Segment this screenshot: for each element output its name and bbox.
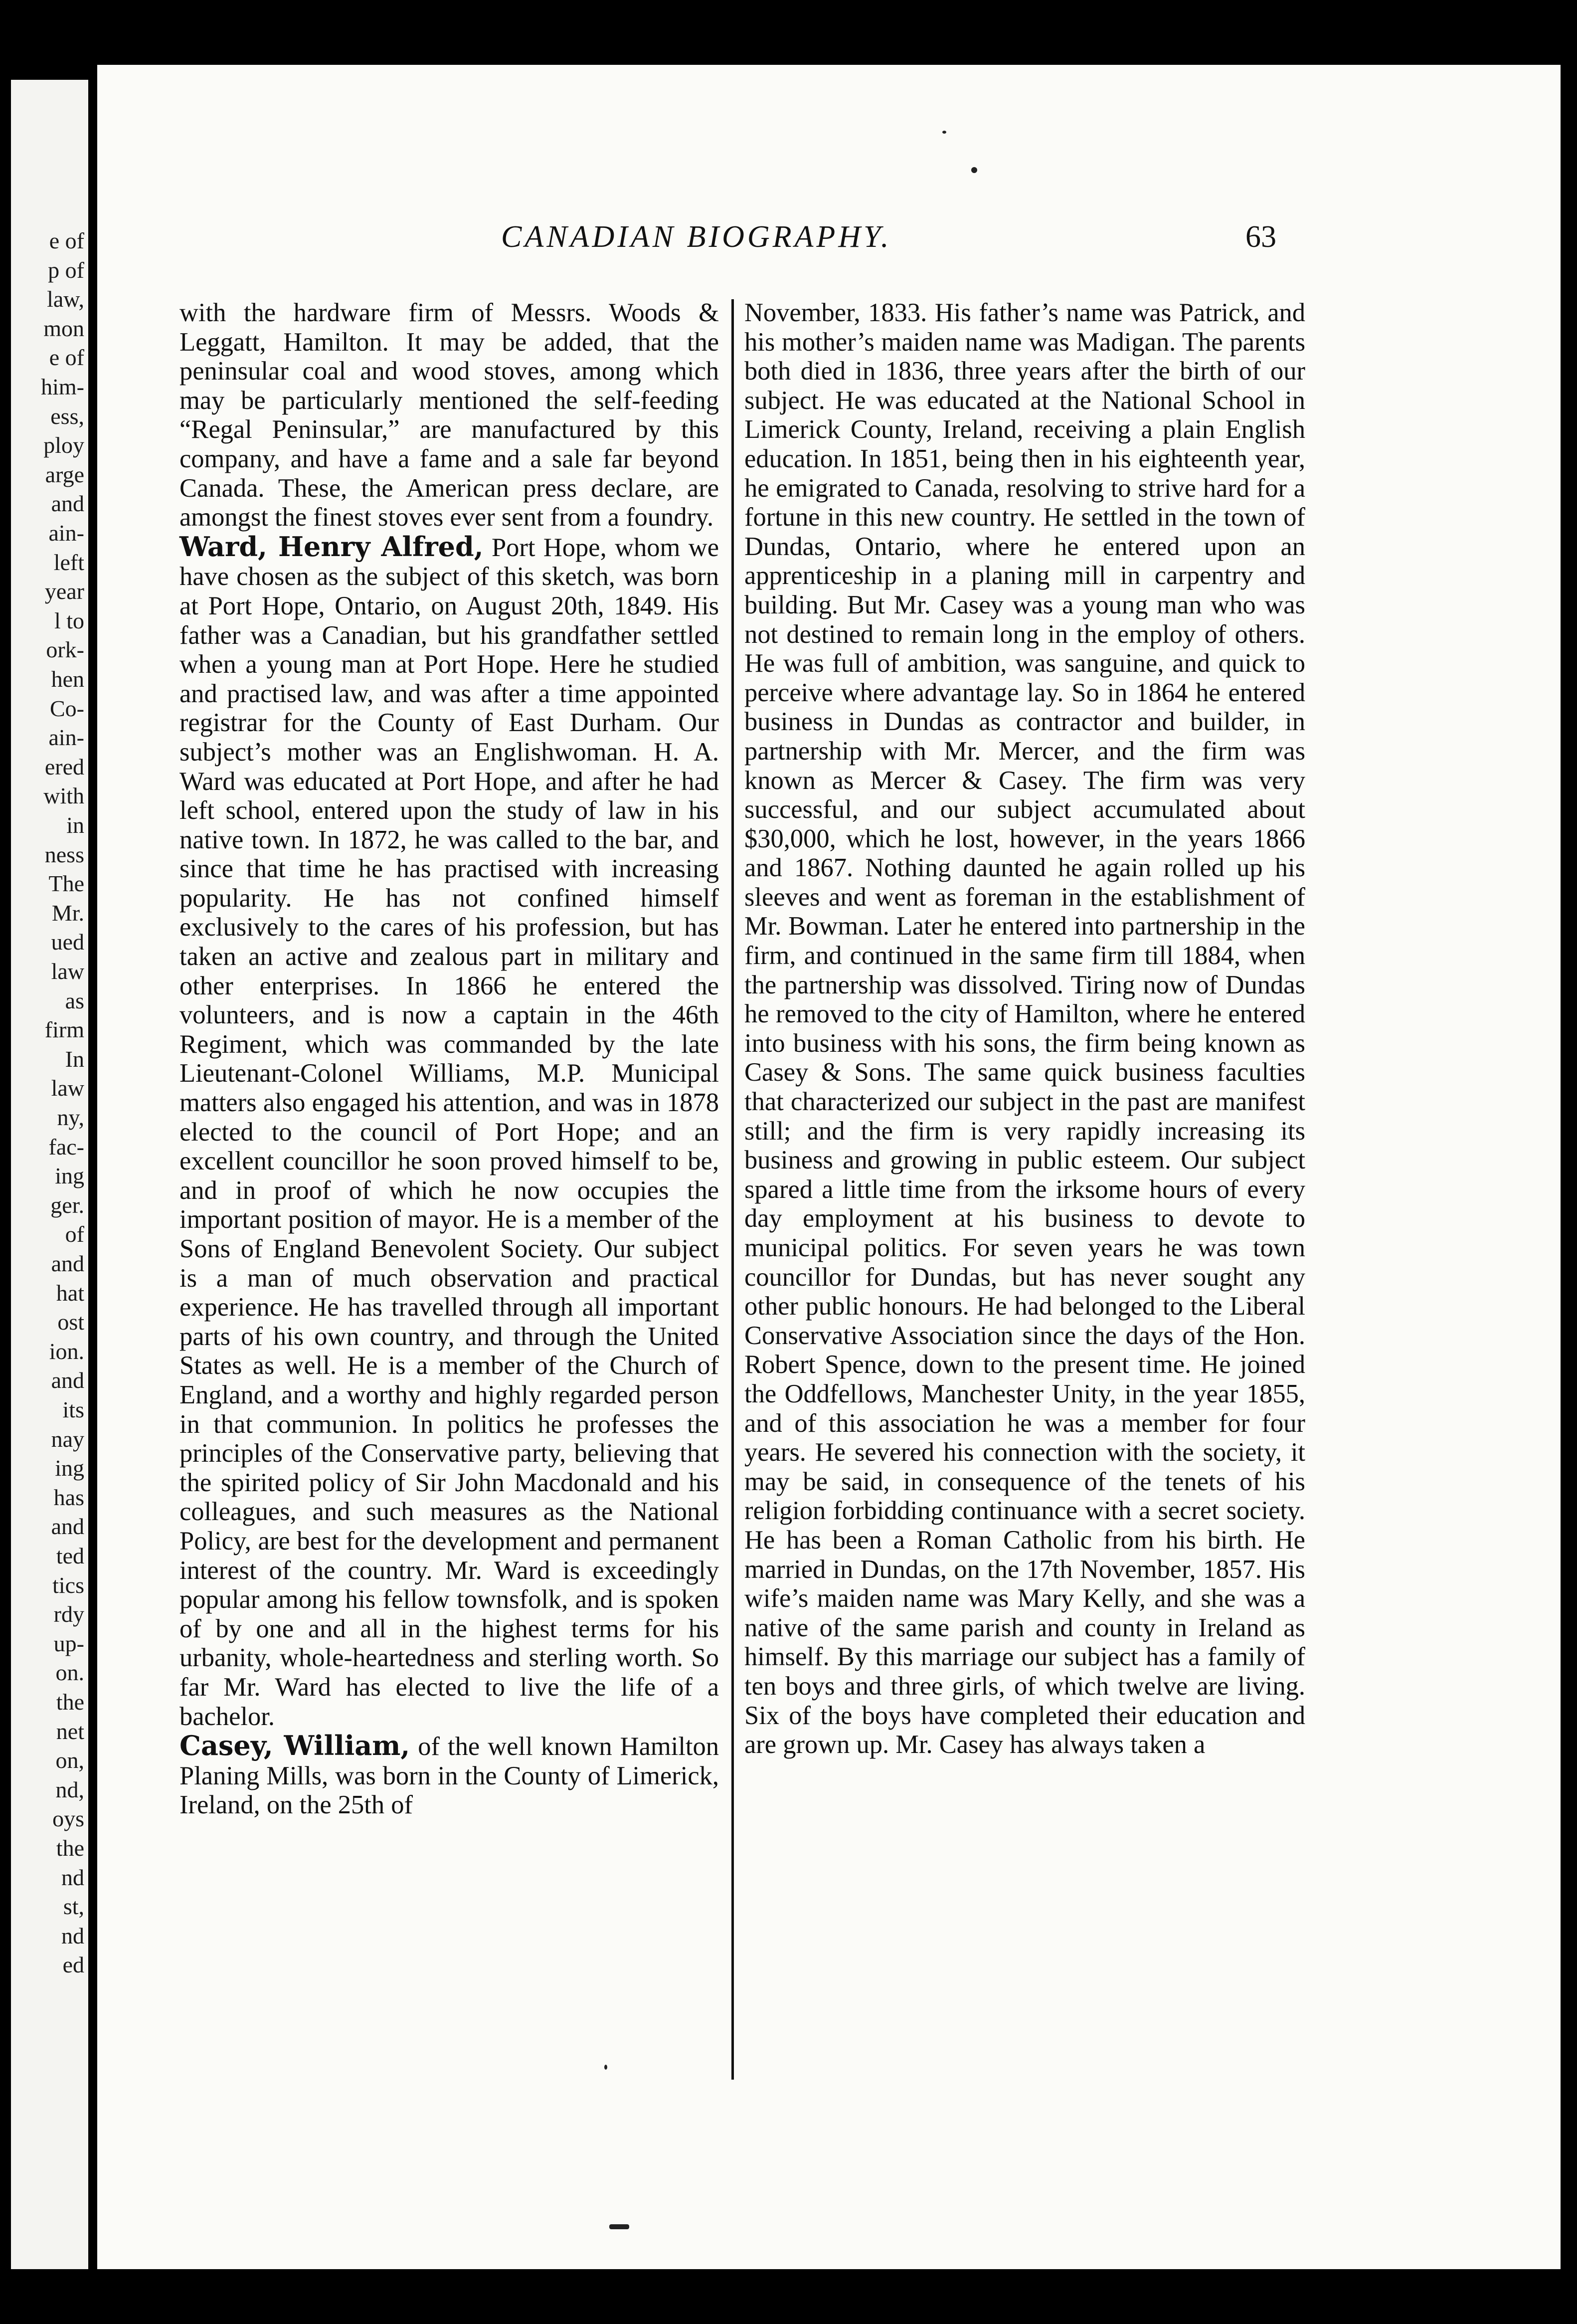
right-column [744, 298, 1305, 1759]
previous-page-fragment: The [48, 871, 84, 897]
previous-page-fragment: ed [62, 1952, 84, 1978]
print-speck [971, 167, 977, 173]
print-speck [942, 131, 946, 134]
previous-page-fragment: on. [55, 1660, 84, 1686]
previous-page-fragment: ing [55, 1163, 84, 1189]
previous-page-fragment: st, [63, 1894, 84, 1920]
previous-page-fragment: p of [48, 257, 84, 283]
previous-page-fragment: firm [44, 1017, 84, 1043]
previous-page-fragment: ain- [48, 725, 84, 751]
previous-page-fragment: and [51, 491, 84, 517]
previous-page-fragment: ork- [46, 637, 84, 663]
previous-page-fragment: ued [51, 929, 84, 955]
previous-page-fragment: ain- [48, 520, 84, 546]
previous-page-fragment: nd [61, 1923, 84, 1948]
previous-page-fragment: and [51, 1514, 84, 1540]
previous-page-fragment: e of [49, 345, 84, 371]
previous-page-fragment: nay [51, 1426, 84, 1452]
previous-page-fragment: ion. [49, 1338, 84, 1364]
entry-text: of the well known Hamilton Planing Mills, was born in the County of Limerick, Ireland, on the 25th of [179, 1732, 719, 1820]
previous-page-fragment: rdy [53, 1601, 84, 1627]
previous-page-fragment: In [65, 1046, 84, 1072]
left-column [179, 298, 719, 1820]
previous-page-fragment: with [43, 783, 84, 809]
print-speck [609, 2224, 629, 2229]
previous-page-fragment: ny, [57, 1105, 84, 1130]
previous-page-fragment: year [44, 579, 84, 604]
previous-page-fragment: and [51, 1251, 84, 1276]
column-divider [731, 299, 734, 2080]
previous-page-fragment: in [66, 812, 84, 838]
previous-page-strip [0, 0, 97, 2324]
print-speck [604, 2065, 607, 2070]
previous-page-fragment: left [53, 549, 84, 575]
previous-page-fragment: Mr. [51, 900, 84, 926]
previous-page-fragment: ger. [50, 1192, 84, 1218]
entry-headword: Ward, Henry Alfred, [179, 530, 484, 563]
page-number: 63 [1245, 220, 1276, 254]
biography-entry-ward [179, 532, 719, 1731]
previous-page-fragment: e of [49, 228, 84, 253]
previous-page-fragment: law, [47, 286, 84, 312]
previous-page-fragment: Co- [50, 695, 84, 721]
previous-page-fragment: ploy [43, 432, 84, 458]
previous-page-fragment: of [65, 1221, 84, 1247]
entry-headword: Casey, William, [179, 1730, 410, 1762]
previous-page-edge [11, 80, 88, 2269]
previous-page-fragment: net [56, 1718, 84, 1744]
previous-page-fragment: ness [44, 841, 84, 867]
previous-page-fragment: tics [52, 1572, 84, 1598]
previous-page-fragment: law [51, 959, 84, 984]
previous-page-fragment: hat [56, 1280, 84, 1306]
previous-page-fragment: l to [54, 607, 84, 633]
previous-page-fragment: the [56, 1689, 84, 1715]
previous-page-fragment: has [53, 1484, 84, 1510]
previous-page-fragment: ered [44, 754, 84, 779]
previous-page-fragment: the [56, 1835, 84, 1861]
intro-paragraph: with the hardware firm of Messrs. Woods & Leggatt, Hamilton. It may be added, that the peninsular coal and wood stoves, among which may be particularly mentioned the self-feeding “Regal Peninsular,” are manufactured by this company, and have a fame and a sale far beyond Canada. These, the American press declare, are amongst the finest stoves ever sent from a foundry. [179, 298, 719, 532]
previous-page-fragment: ost [57, 1309, 84, 1335]
previous-page-fragment: law [51, 1075, 84, 1101]
previous-page-fragment: him- [41, 374, 84, 399]
previous-page-fragment: ing [55, 1455, 84, 1481]
continued-paragraph: November, 1833. His father’s name was Patrick, and his mother’s maiden name was Madigan. The parents both died in 1836, three years after the birth of our subject. He was educated at the National School in Limerick County, Ireland, receiving a plain English education. In 1851, being then in his eighteenth year, he emigrated to Canada, resolving to strive hard for a fortune in this new country. He settled in the town of Dundas, Ontario, where he entered upon an apprenticeship in a planing mill in carpentry and building. But Mr. Casey was a young man who was not destined to remain long in the employ of others. He was full of ambition, was sanguine, and quick to perceive where advantage lay. So in 1864 he entered business in Dundas as contractor and builder, in partnership with Mr. Mercer, and the firm was known as Mercer & Casey. The firm was very successful, and our subject accumulated about $30,000, which he lost, however, in the years 1866 and 1867. Nothing daunted he again rolled up his sleeves and went as foreman in the establishment of Mr. Bowman. Later he entered into partnership in the firm, and continued in the same firm till 1884, when the partnership was dissolved. Tiring now of Dundas he removed to the city of Hamilton, where he entered into business with his sons, the firm being known as Casey & Sons. The same quick business faculties that characterized our subject in the past are manifest still; and the firm is very rapidly increasing its business and growing in public esteem. Our subject spared a little time from the irksome hours of every day employment at his business to devote to municipal politics. For seven years he was town councillor for Dundas, but has never sought any other public honours. He had belonged to the Liberal Conservative Association since the days of the Hon. Robert Spence, down to the present time. He joined the Oddfellows, Manchester Unity, in the year 1855, and of this association he was a member for four years. He severed his connection with the society, it may be said, in consequence of the tenets of his religion forbidding continuance with a secret society. He has been a Roman Catholic from his birth. He married in Dundas, on the 17th November, 1857. His wife’s maiden name was Mary Kelly, and she was a native of the same parish and county in Ireland as himself. By this marriage our subject has a family of ten boys and three girls, of which twelve are living. Six of the boys have completed their education and are grown up. Mr. Casey has always taken a [744, 298, 1305, 1759]
previous-page-fragment: as [65, 987, 84, 1013]
previous-page-fragment: fac- [48, 1134, 84, 1160]
previous-page-fragment: arge [45, 461, 84, 487]
previous-page-fragment: nd, [55, 1776, 84, 1802]
previous-page-fragment: nd [61, 1864, 84, 1890]
biography-entry-casey [179, 1731, 719, 1820]
previous-page-fragment: up- [53, 1630, 84, 1656]
previous-page-fragment: on, [55, 1747, 84, 1773]
running-title: CANADIAN BIOGRAPHY. [501, 220, 892, 254]
previous-page-fragment: ted [56, 1543, 84, 1568]
previous-page-fragment: mon [43, 315, 84, 341]
previous-page-fragment: hen [51, 666, 84, 692]
previous-page-fragment: ess, [50, 403, 84, 429]
previous-page-fragment: its [62, 1397, 84, 1422]
previous-page-fragment: oys [52, 1806, 84, 1832]
previous-page-fragment: and [51, 1367, 84, 1393]
entry-text: Port Hope, whom we have chosen as the subject of this sketch, was born at Port Hope, Ontario, on August 20th, 1849. His father was a Canadian, but his grandfather settled when a young man at Port Hope. Here he studied and practised law, and was after a time appointed registrar for the County of East Durham. Our subject’s mother was an Englishwoman. H. A. Ward was educated at Port Hope, and after he had left school, entered upon the study of law in his native town. In 1872, he was called to the bar, and since that time he has practised with increasing popularity. He has not confined himself exclusively to the cares of his profession, but has taken an active and zealous part in military and other enterprises. In 1866 he entered the volunteers, and is now a captain in the 46th Regiment, which was commanded by the late Lieutenant-Colonel Williams, M.P. Municipal matters also engaged his attention, and was in 1878 elected to the council of Port Hope; and an excellent councillor he soon proved himself to be, and in proof of which he now occupies the important position of mayor. He is a member of the Sons of England Benevolent Society. Our subject is a man of much observation and practical experience. He has travelled through all important parts of his own country, and through the United States as well. He is a member of the Church of England, and a worthy and highly regarded person in that communion. In politics he professes the principles of the Conservative party, believing that the spirited policy of Sir John Macdonald and his colleagues, and such measures as the National Policy, are best for the development and permanent interest of the country. Mr. Ward is exceedingly popular among his fellow townsfolk, and is spoken of by one and all in the highest terms for his urbanity, whole-heartedness and sterling worth. So far Mr. Ward has elected to live the life of a bachelor. [179, 533, 719, 1731]
